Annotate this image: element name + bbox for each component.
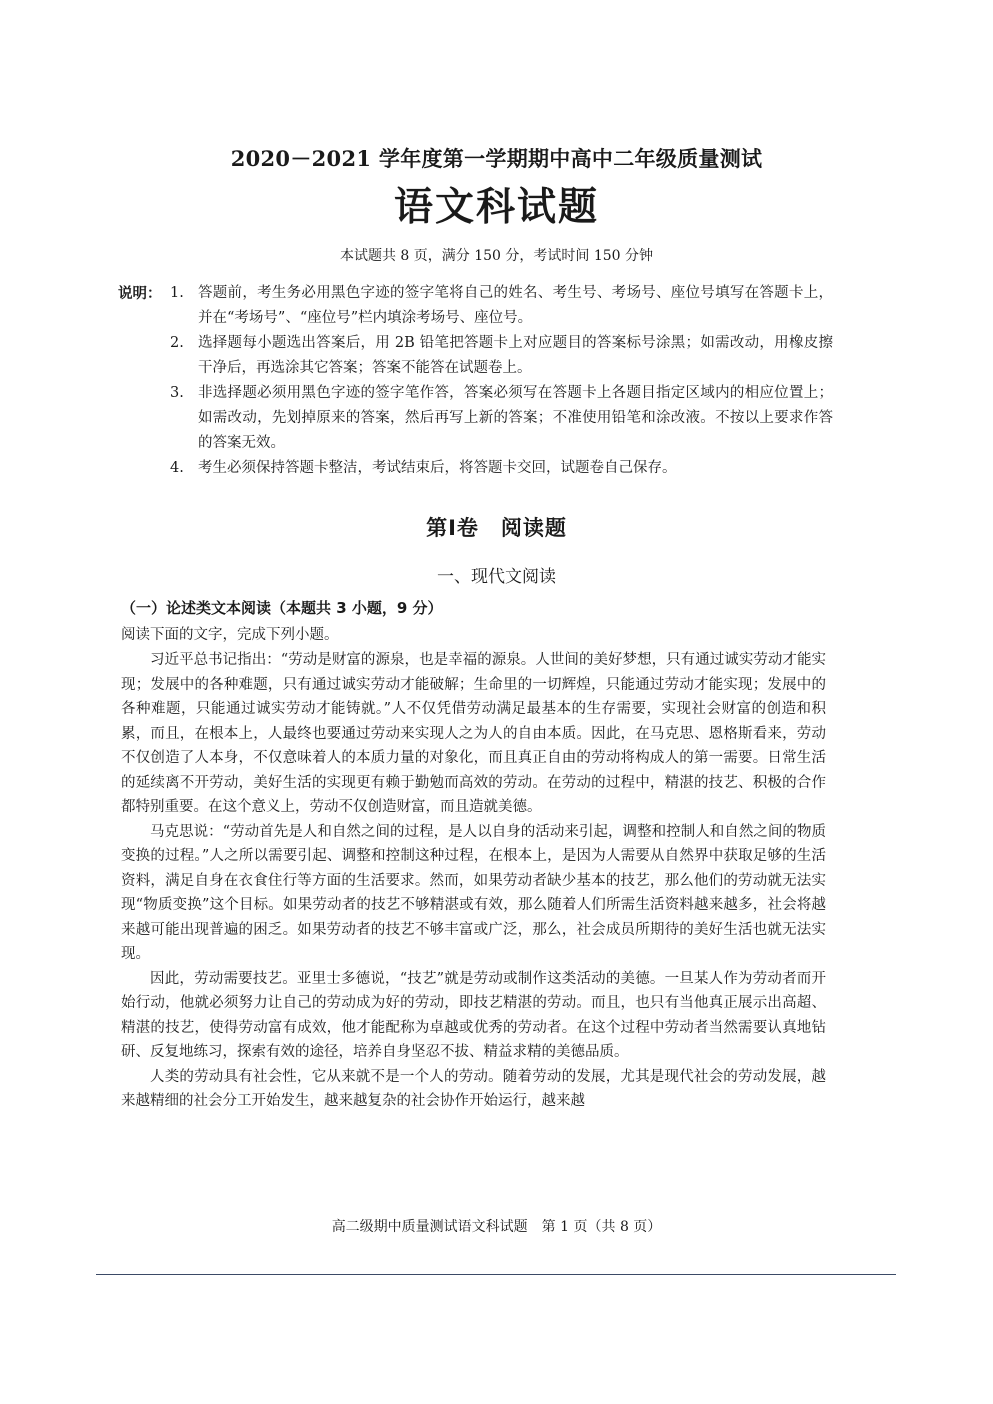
instruction-text: 非选择题必须用黑色字迹的签字笔作答，答案必须写在答题卡上各题目指定区域内的相应位置上；如需改动，先划掉原来的答案，然后再写上新的答案；不准使用铅笔和涂改液。不按以上要求作答的答案无效。 bbox=[198, 385, 833, 451]
page-footer: 高二级期中质量测试语文科试题 第 1 页（共 8 页） bbox=[331, 1219, 662, 1235]
exam-title-line1: 2020－2021 学年度第一学期期中高中二年级质量测试 bbox=[230, 146, 763, 171]
bottom-divider bbox=[96, 1274, 896, 1275]
instruction-text: 选择题每小题选出答案后，用 2B 铅笔把答题卡上对应题目的答案标号涂黑；如需改动，用橡皮擦干净后，再选涂其它答案；答案不能答在试题卷上。 bbox=[198, 335, 833, 376]
passage-paragraph: 习近平总书记指出：“劳动是财富的源泉，也是幸福的源泉。人世间的美好梦想，只有通过诚实劳动才能实现；发展中的各种难题，只有通过诚实劳动才能破解；生命里的一切辉煌，只能通过劳动才能实现；发展中的各种难题，只能通过诚实劳动才能铸就。”人不仅凭借劳动满足最基本的生存需要，实现社会财富的创造和积累，而且，在根本上，人最终也要通过劳动来实现人之为人的自由本质。因此，在马克思、恩格斯看来，劳动不仅创造了人本身，不仅意味着人的本质力量的对象化，而且真正自由的劳动将构成人的第一需要。日常生活的延续离不开劳动，美好生活的实现更有赖于勤勉而高效的劳动。在劳动的过程中，精湛的技艺、积极的合作都特别重要。在这个意义上，劳动不仅创造财富，而且造就美德。 bbox=[121, 652, 826, 815]
passage-paragraph: 人类的劳动具有社会性，它从来就不是一个人的劳动。随着劳动的发展，尤其是现代社会的劳动发展，越来越精细的社会分工开始发生，越来越复杂的社会协作开始运行，越来越 bbox=[121, 1068, 826, 1109]
instruction-item bbox=[118, 456, 833, 481]
volume-title: 第Ⅰ卷 阅读题 bbox=[426, 516, 567, 540]
instruction-text: 答题前，考生务必用黑色字迹的签字笔将自己的姓名、考生号、考场号、座位号填写在答题卡上，并在“考场号”、“座位号”栏内填涂考场号、座位号。 bbox=[198, 285, 833, 326]
instruction-item bbox=[118, 281, 833, 331]
subsection-title: （一）论述类文本阅读（本题共 3 小题，9 分） bbox=[121, 599, 443, 617]
reading-passage bbox=[121, 648, 826, 1114]
instruction-item bbox=[118, 331, 833, 381]
exam-title-subject: 语文科试题 bbox=[393, 184, 599, 230]
instruction-number: 4. bbox=[170, 460, 184, 476]
instruction-number: 3. bbox=[170, 385, 184, 401]
instruction-number: 1. bbox=[170, 285, 184, 301]
instruction-text: 考生必须保持答题卡整洁，考试结束后，将答题卡交回，试题卷自己保存。 bbox=[198, 460, 677, 476]
passage-paragraph: 马克思说：“劳动首先是人和自然之间的过程，是人以自身的活动来引起，调整和控制人和自然之间的物质变换的过程。”人之所以需要引起、调整和控制这种过程，在根本上，是因为人需要从自然界中获取足够的生活资料，满足自身在衣食住行等方面的生活要求。然而，如果劳动者缺少基本的技艺，那么他们的劳动就无法实现“物质变换”这个目标。如果劳动者的技艺不够精湛或有效，那么随着人们所需生活资料越来越多，社会将越来越可能出现普遍的困乏。如果劳动者的技艺不够丰富或广泛，那么，社会成员所期待的美好生活也就无法实现。 bbox=[121, 823, 826, 962]
part-title: 一、现代文阅读 bbox=[437, 567, 556, 587]
instructions-block bbox=[118, 281, 833, 481]
instructions-label: 说明： bbox=[118, 285, 162, 302]
instruction-item bbox=[118, 381, 833, 456]
exam-info: 本试题共 8 页，满分 150 分，考试时间 150 分钟 bbox=[339, 248, 654, 264]
reading-instruction: 阅读下面的文字，完成下列小题。 bbox=[121, 627, 339, 643]
passage-paragraph: 因此，劳动需要技艺。亚里士多德说，“技艺”就是劳动或制作这类活动的美德。一旦某人作为劳动者而开始行动，他就必须努力让自己的劳动成为好的劳动，即技艺精湛的劳动。而且，也只有当他真正展示出高超、精湛的技艺，使得劳动富有成效，他才能配称为卓越或优秀的劳动者。在这个过程中劳动者当然需要认真地钻研、反复地练习，探索有效的途径，培养自身坚忍不拔、精益求精的美德品质。 bbox=[121, 970, 826, 1060]
instruction-number: 2. bbox=[170, 335, 184, 351]
